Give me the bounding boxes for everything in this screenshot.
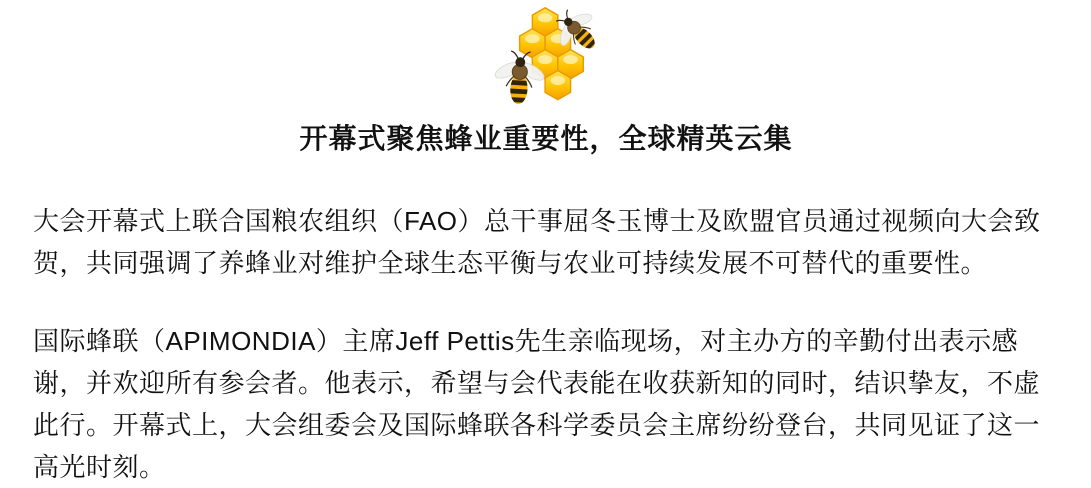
article-paragraph-1: 大会开幕式上联合国粮农组织（FAO）总干事屈冬玉博士及欧盟官员通过视频向大会致贺，共同强调了养蜂业对维护全球生态平衡与农业可持续发展不可替代的重要性。 bbox=[33, 205, 1041, 278]
article-paragraph-2: 国际蜂联（APIMONDIA）主席Jeff Pettis先生亲临现场，对主办方的辛勤付出表示感谢，并欢迎所有参会者。他表示，希望与会代表能在收获新知的同时，结识挚友，不虚此行。开幕式上，大会组委会及国际蜂联各科学委员会主席纷纷登台，共同见证了这一高光时刻。 bbox=[33, 325, 1041, 482]
hero-image-wrap bbox=[33, 6, 1059, 108]
honeycomb-bees-icon bbox=[484, 6, 608, 106]
article-title: 开幕式聚焦蜂业重要性，全球精英云集 bbox=[299, 123, 793, 154]
